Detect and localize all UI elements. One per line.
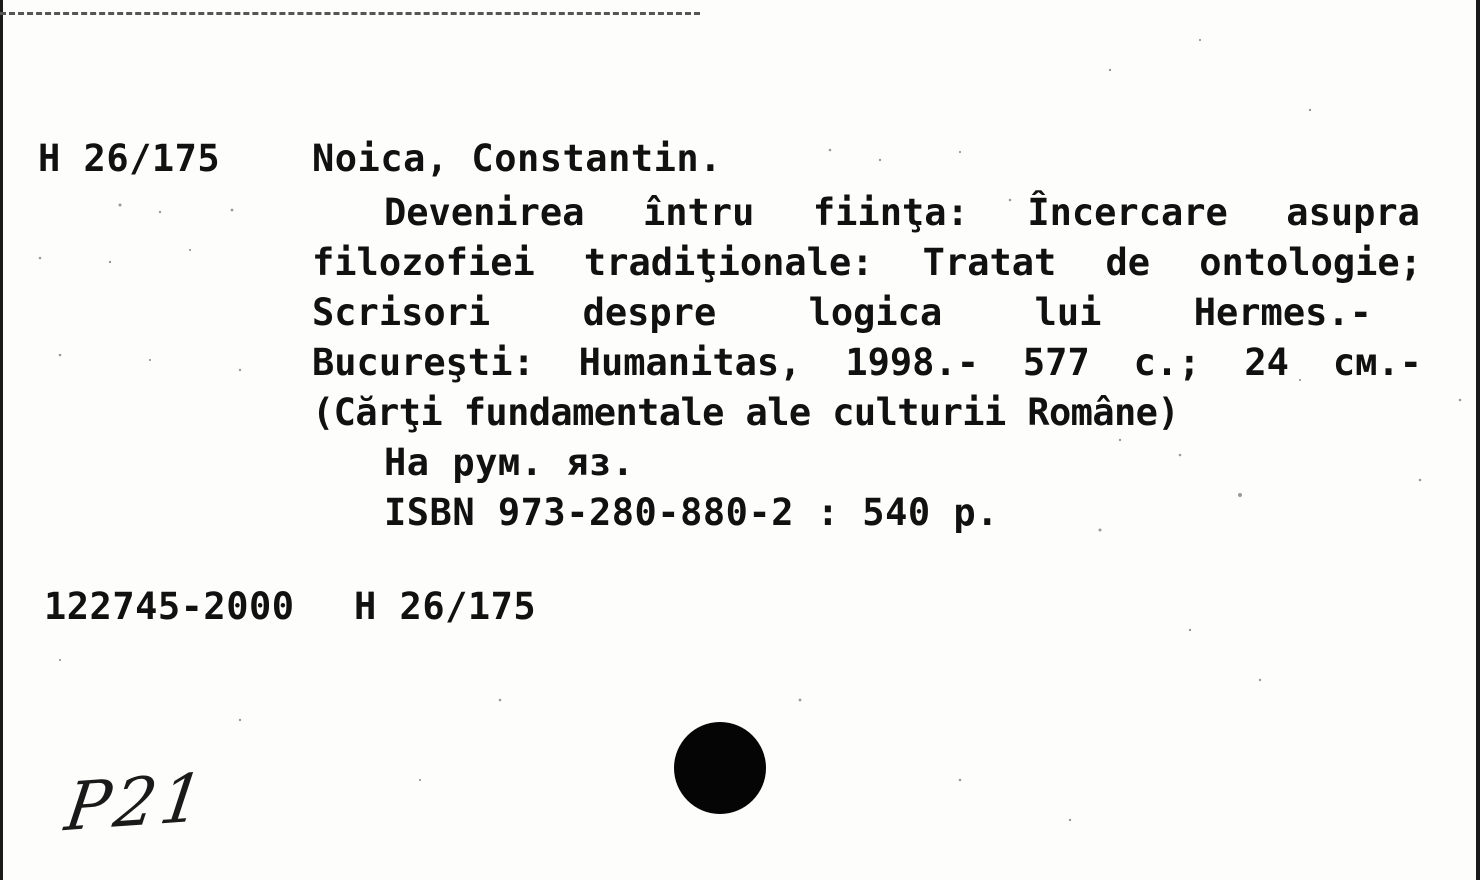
title-word: asupra	[1286, 191, 1420, 234]
imprint-word: с.;	[1133, 341, 1201, 384]
imprint-word: см.-	[1332, 341, 1422, 384]
author-heading: Noica, Constantin.	[312, 137, 722, 180]
title-word: tradiţionale:	[583, 241, 874, 284]
title-word: Tratat	[922, 241, 1057, 284]
handwritten-note: P21	[60, 758, 212, 847]
title-word: fiinţa:	[812, 191, 969, 234]
title-word: Devenirea	[384, 191, 585, 234]
imprint-word: Humanitas,	[578, 341, 802, 384]
title-line-1	[384, 191, 1420, 234]
punch-hole	[674, 722, 766, 814]
imprint-line	[312, 341, 1422, 384]
title-word: Încercare	[1027, 191, 1228, 234]
title-word: întru	[642, 191, 755, 234]
title-word: Scrisori	[312, 291, 491, 334]
accession-number: 122745-2000	[44, 585, 295, 628]
accession-shelfmark: Н 26/175	[354, 585, 537, 628]
title-word: filozofiei	[312, 241, 535, 284]
title-word: Hermes.-	[1193, 291, 1372, 334]
series-statement: (Cărţi fundamentale ale culturii Române)	[312, 391, 1180, 434]
imprint-word: 24	[1244, 341, 1289, 384]
imprint-word: Bucureşti:	[312, 341, 535, 384]
imprint-word: 1998.-	[845, 341, 979, 384]
shelfmark: Н 26/175	[38, 137, 221, 180]
title-line-2	[312, 241, 1422, 284]
title-word: de	[1105, 241, 1151, 284]
title-word: ontologie;	[1199, 241, 1422, 284]
title-word: lui	[1034, 291, 1102, 334]
title-line-3	[312, 291, 1372, 334]
title-word: logica	[808, 291, 943, 334]
language-note: На рум. яз.	[384, 441, 635, 484]
title-word: despre	[582, 291, 717, 334]
isbn-price: ISBN 973-280-880-2 : 540 р.	[384, 491, 999, 534]
imprint-word: 577	[1022, 341, 1090, 384]
